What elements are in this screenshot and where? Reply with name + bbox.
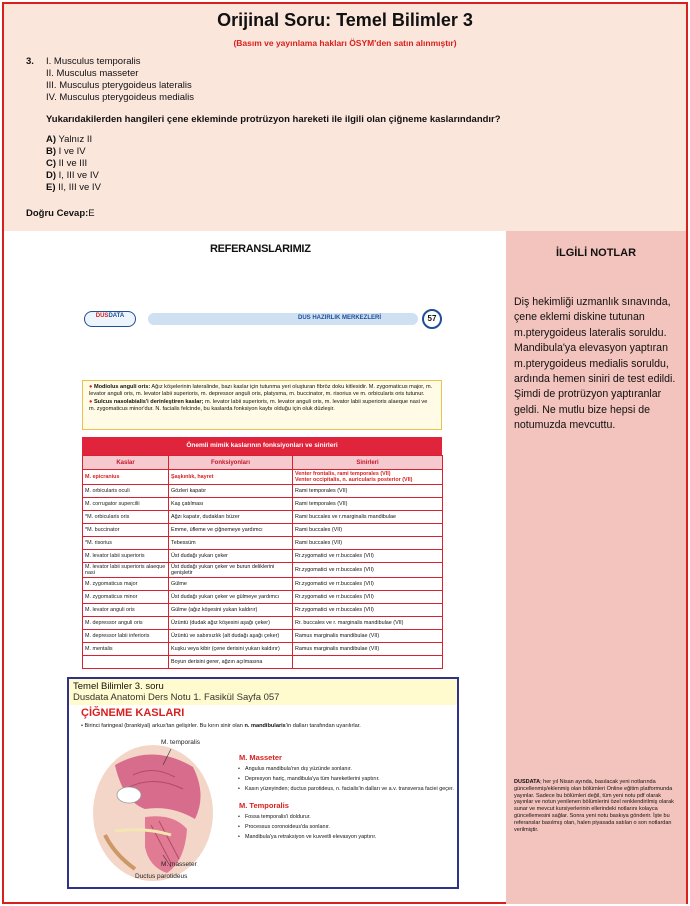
label-temporalis: M. temporalis <box>161 739 201 746</box>
cell-function: Üzüntü ve sabırsızlık (alt dudağı aşağı çeker) <box>169 630 293 643</box>
references-heading: REFERANSLARIMIZ <box>210 243 311 255</box>
table-row <box>83 578 443 591</box>
table-row <box>83 643 443 656</box>
answer-a: A) Yalnız II <box>46 134 93 145</box>
cell-function: Şaşkınlık, hayret <box>169 470 293 485</box>
cell-function: Üst dudağı yukarı çeker <box>169 550 293 563</box>
masseter-item: • Depresyon hariç, mandibula'ya tüm hareketlerini yaptırır. <box>237 776 457 783</box>
option-4: IV. Musculus pterygoideus medialis <box>46 92 195 103</box>
masseter-title: M. Masseter <box>239 753 282 762</box>
page-title: Orijinal Soru: Temel Bilimler 3 <box>217 10 473 30</box>
answer-b: B) I ve IV <box>46 146 86 157</box>
copyright-notice: (Basım ve yayınlama hakları ÖSYM'den satın alınmıştır) <box>233 38 457 48</box>
table-header-row <box>83 456 443 470</box>
table-row <box>83 563 443 578</box>
cell-muscle: M. mentalis <box>83 643 169 656</box>
cell-nerve <box>293 656 443 669</box>
cell-function: Üst dudağı yukarı çeker ve gülmeye yardımcı <box>169 591 293 604</box>
cell-nerve: Ramus marginalis mandibulae (VII) <box>293 643 443 656</box>
table-row <box>83 656 443 669</box>
table-row <box>83 498 443 511</box>
temporalis-item: • Mandibula'ya retraksiyon ve kuvvetli elevasyon yaptırır. <box>237 834 457 841</box>
cell-muscle: M. levator labii superioris <box>83 550 169 563</box>
mastication-intro: • Birinci faringeal (brankiyal) arkus'tan gelişirler. Bu kırın sinir olan n. mandibularis'in dalları tarafından uyarılırlar. <box>81 723 361 729</box>
question-number: 3. <box>26 56 34 67</box>
col-header-functions: Fonksiyonları <box>169 456 293 470</box>
label-ductus: Ductus parotideus <box>135 873 188 880</box>
temporalis-title: M. Temporalis <box>239 801 289 810</box>
cell-function: Gülme <box>169 578 293 591</box>
option-3: III. Musculus pterygoideus lateralis <box>46 80 192 91</box>
col-header-nerves: Sinirleri <box>293 456 443 470</box>
cell-muscle: M. depressor labii inferioris <box>83 630 169 643</box>
table-row <box>83 537 443 550</box>
cell-function: Tebessüm <box>169 537 293 550</box>
cell-function: Üzüntü (dudak ağız köşesini aşağı çeker) <box>169 617 293 630</box>
dusdata-logo: DUSDATA <box>84 311 136 327</box>
option-2: II. Musculus masseter <box>46 68 139 79</box>
table-row <box>83 604 443 617</box>
disclaimer: DUSDATA; her yıl Nisan ayında, basılacak yeni notlarında güncellenmiş/eklenmiş olan bölümleri Online eğitim platformunda yayınlar. Sadece bu bölümleri değil, tüm yeni notu pdf olarak yayınlar ve notun yenilenen bölümlerini özel renklendirilmiş olarak sunar ve mevcut kursiyerlerinin ellerindeki notlarını kolayca güncellemesini sağlar. Sonra yeni notu baskıya gönderir. İşte bu referanslar basılmış olan, halen piyasada satılan o son notlardan verilmiştir. <box>514 779 674 833</box>
cell-function: Emme, üfleme ve çiğnemeye yardımcı <box>169 524 293 537</box>
table-row <box>83 591 443 604</box>
masseter-item: • Angulus mandibula'nın dış yüzünde sonlanır. <box>237 766 457 773</box>
book-page-header <box>78 303 448 333</box>
table-row <box>83 524 443 537</box>
table-row <box>83 470 443 485</box>
table-row <box>83 550 443 563</box>
cell-muscle: M. zygomaticus major <box>83 578 169 591</box>
band-label: DUS HAZIRLIK MERKEZLERİ <box>298 315 381 321</box>
cell-muscle: *M. orbicularis oris <box>83 511 169 524</box>
cell-nerve: Ramus marginalis mandibulae (VII) <box>293 630 443 643</box>
table-title: Önemli mimik kaslarının fonksiyonları ve sinirleri <box>82 437 442 455</box>
cell-muscle: M. epicranius <box>83 470 169 485</box>
cell-muscle: M. zygomaticus minor <box>83 591 169 604</box>
cell-nerve: Rami temporales (VII) <box>293 498 443 511</box>
cell-nerve: Rami temporales (VII) <box>293 485 443 498</box>
correct-answer: Doğru Cevap:E <box>26 208 95 219</box>
skull-muscle-illustration <box>75 735 231 885</box>
answer-e: E) II, III ve IV <box>46 182 101 193</box>
question-text: Yukarıdakilerden hangileri çene ekleminde protrüzyon hareketi ile ilgili olan çiğneme kaslarındandır? <box>46 114 501 125</box>
cell-function: Gözleri kapatır <box>169 485 293 498</box>
table-row <box>83 485 443 498</box>
note-sulcus: ● Sulcus nasolabialis'i derinleştiren kaslar; m. levator labii superioris, m. levator anguli oris, m. levator labii superioris alaeque nasi ve m. zygomaticus minor'dur. N. facialis felcinde, bu kaslarda fonksiyon kaybı olduğu için oluk düzleşir. <box>89 399 428 412</box>
cell-nerve: Rami buccales (VII) <box>293 524 443 537</box>
cell-muscle: M. orbicularis oculi <box>83 485 169 498</box>
cell-nerve: Venter frontalis, rami temporales (VII) Venter occipitalis, n. auricularis posterior (VII) <box>293 470 443 485</box>
cell-nerve: Rami buccales (VII) <box>293 537 443 550</box>
option-1: I. Musculus temporalis <box>46 56 141 67</box>
cell-muscle: *M. buccinator <box>83 524 169 537</box>
cell-nerve: Rr.zygomatici ve rr.buccales (VII) <box>293 550 443 563</box>
cell-function: Gülme (ağız köşesini yukarı kaldırır) <box>169 604 293 617</box>
question-options <box>46 56 194 104</box>
overlay-header <box>69 679 457 705</box>
table-row <box>83 511 443 524</box>
col-header-muscles: Kaslar <box>83 456 169 470</box>
table-row <box>83 617 443 630</box>
cell-function: Kaş çatılması <box>169 498 293 511</box>
cell-function: Kuşku veya kibir (çene derisini yukarı kaldırır) <box>169 643 293 656</box>
temporalis-item: • Fossa temporalis'i doldurur. <box>237 814 457 821</box>
mastication-title: ÇİĞNEME KASLARI <box>81 707 185 719</box>
note-box <box>82 380 442 430</box>
question-panel <box>4 4 686 231</box>
temporalis-list <box>237 814 457 841</box>
notes-heading: İLGİLİ NOTLAR <box>555 247 637 259</box>
answer-c: C) II ve III <box>46 158 88 169</box>
cell-muscle: M. levator labii superioris alaeque nasi <box>83 563 169 578</box>
page-number: 57 <box>422 309 442 329</box>
temporalis-item: • Processus coronoideus'da sonlanır. <box>237 824 457 831</box>
cell-muscle: M. levator anguli oris <box>83 604 169 617</box>
cell-nerve: Rr.zygomatici ve rr.buccales (VII) <box>293 578 443 591</box>
notes-body: Diş hekimliği uzmanlık sınavında, çene eklemi diskine tutunan m.pterygoideus lateralis soruldu. Mandibula'ya elevasyon yaptıran m.pterygoideus medialis soruldu, ardında hemen siniri de test edildi. Şimdi de protrüzyon yaptıranlar geldi. Ne mutlu bize hepsi de notumuzda mevcuttu. <box>514 296 676 432</box>
answer-d: D) I, III ve IV <box>46 170 99 181</box>
answer-choices <box>46 134 101 194</box>
cell-nerve: Rr.zygomatici ve rr.buccales (VII) <box>293 604 443 617</box>
muscle-descriptions <box>237 751 457 844</box>
cell-muscle: *M. risorius <box>83 537 169 550</box>
cell-nerve: Rami buccales ve r.marginalis mandibulae <box>293 511 443 524</box>
note-modiolus: ● Modiolus anguli oris: Ağız köşelerinin lateralinde, bazı kaslar için tutunma yeri oluşturan fibröz doku kitlesidir. M. zygomaticus major, m. levator anguli oris, m. levator labii superioris, m. depressor anguli oris, platysma, m. buccinator, m. risorius ve m. orbicularis oris tutunur. <box>89 384 433 397</box>
masseter-list <box>237 766 457 793</box>
label-masseter: M. masseter <box>161 861 197 868</box>
cell-function: Boyun derisini gerer, ağzın açılmasına <box>169 656 293 669</box>
table-row <box>83 630 443 643</box>
cell-function: Üst dudağı yukarı çeker ve burun deliklerini genişletir <box>169 563 293 578</box>
overlay-line-1: Temel Bilimler 3. soru <box>73 681 164 692</box>
cell-nerve: Rr. buccales ve r. marginalis mandibulae (VII) <box>293 617 443 630</box>
overlay-line-2: Dusdata Anatomi Ders Notu 1. Fasikül Sayfa 057 <box>73 692 280 703</box>
cell-nerve: Rr.zygomatici ve rr.buccales (VII) <box>293 563 443 578</box>
mimic-muscles-table <box>82 437 442 669</box>
notes-panel <box>506 231 686 904</box>
masseter-item: • Kasın yüzeyinden; ductus parotideus, n. facialis'in dalları ve a.v. transversa faciei geçer. <box>237 786 457 793</box>
cell-nerve: Rr.zygomatici ve rr.buccales (VII) <box>293 591 443 604</box>
cell-muscle <box>83 656 169 669</box>
reference-overlay <box>67 677 459 889</box>
cell-muscle: M. depressor anguli oris <box>83 617 169 630</box>
cell-function: Ağzı kapatır, dudakları büzer <box>169 511 293 524</box>
cell-muscle: M. corrugator supercilii <box>83 498 169 511</box>
